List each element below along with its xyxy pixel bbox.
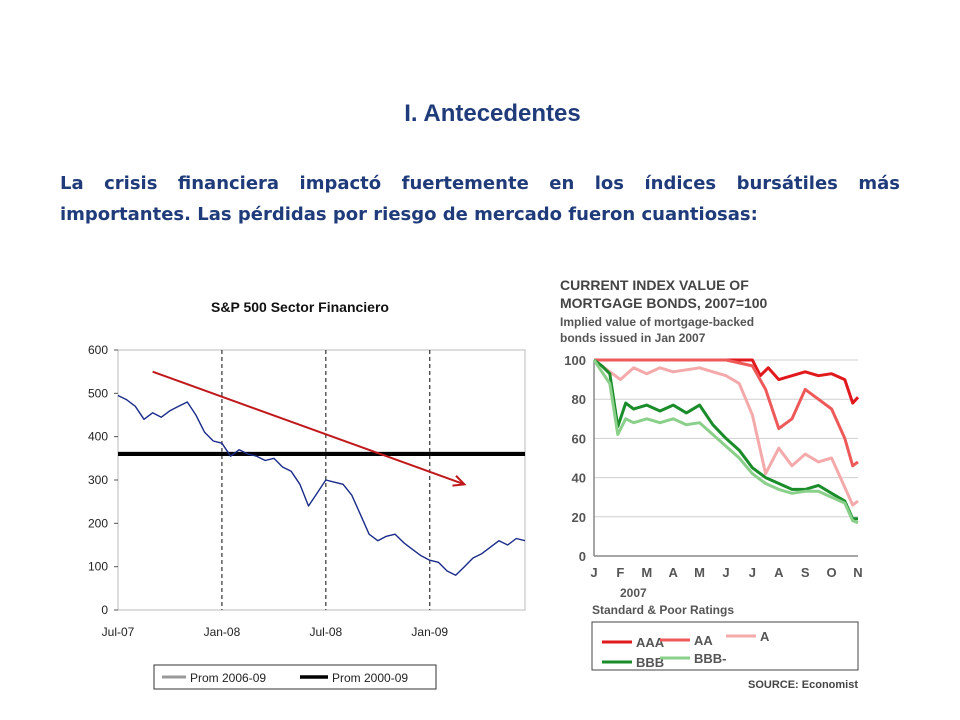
mb-legend-title: Standard & Poor Ratings: [592, 603, 735, 617]
mb-legend-label: AA: [694, 633, 713, 648]
sp-legend-label-2000: Prom 2000-09: [332, 671, 409, 685]
sp-y-tick-label: 500: [87, 386, 108, 401]
sp-x-tick-label: Jul-07: [101, 625, 135, 639]
mb-x-tick-label: A: [668, 565, 678, 580]
mb-x-tick-label: M: [641, 565, 653, 580]
mb-y-tick-label: 60: [571, 431, 586, 447]
mb-x-tick-label: N: [853, 565, 863, 580]
sp-y-tick-label: 100: [87, 559, 108, 574]
mb-x-tick-label: J: [748, 565, 757, 580]
mb-y-tick-label: 80: [571, 392, 586, 408]
mb-y-tick-label: 100: [564, 353, 586, 368]
mb-subtitle-line-1: Implied value of mortgage-backed: [560, 315, 755, 329]
sp-x-tick-label: Jan-08: [203, 625, 241, 639]
mb-y-tick-label: 0: [578, 549, 586, 564]
sp-y-tick-label: 400: [87, 429, 108, 444]
mb-x-tick-label: J: [590, 565, 598, 580]
mb-x-tick-label: M: [694, 565, 706, 580]
mb-legend-label: A: [760, 629, 770, 644]
mb-x-tick-label: A: [774, 565, 784, 580]
intro-paragraph: La crisis financiera impactó fuertemente en los índices bursátiles más importantes. Las pérdidas por riesgo de mercado fueron cuantiosas:: [60, 173, 900, 225]
mb-source-label: SOURCE: Economist: [747, 679, 858, 691]
mb-subtitle-line-2: bonds issued in Jan 2007: [560, 331, 706, 345]
mb-legend-label: BBB-: [694, 651, 727, 666]
mortgage-bonds-chart: [530, 268, 865, 698]
sp500-chart: [70, 326, 530, 696]
sp-x-tick-label: Jan-09: [411, 625, 449, 639]
mb-legend-label: BBB: [636, 655, 665, 670]
mb-x-axis-label: 2007: [620, 586, 647, 600]
mb-title-line-1: CURRENT INDEX VALUE OF: [560, 277, 749, 293]
sp500-chart-background: [70, 326, 530, 696]
sp-y-tick-label: 200: [87, 516, 108, 531]
sp-x-tick-label: Jul-08: [309, 625, 343, 639]
mb-y-tick-label: 40: [571, 470, 586, 486]
mb-x-tick-label: O: [826, 565, 837, 580]
sp-legend-label-2006: Prom 2006-09: [190, 671, 267, 685]
mb-x-tick-label: F: [616, 565, 625, 580]
sp500-chart-title: S&P 500 Sector Financiero: [211, 299, 389, 315]
sp-y-tick-label: 300: [87, 473, 108, 487]
mb-legend-label: AAA: [636, 635, 665, 650]
mb-y-tick-label: 20: [571, 509, 586, 525]
mb-title-line-2: MORTGAGE BONDS, 2007=100: [560, 295, 768, 311]
mb-x-tick-label: S: [800, 565, 810, 580]
sp-y-tick-label: 600: [87, 343, 108, 357]
sp-y-tick-label: 0: [101, 603, 108, 617]
mb-x-tick-label: J: [722, 565, 730, 580]
slide-title: I. Antecedentes: [404, 100, 581, 127]
